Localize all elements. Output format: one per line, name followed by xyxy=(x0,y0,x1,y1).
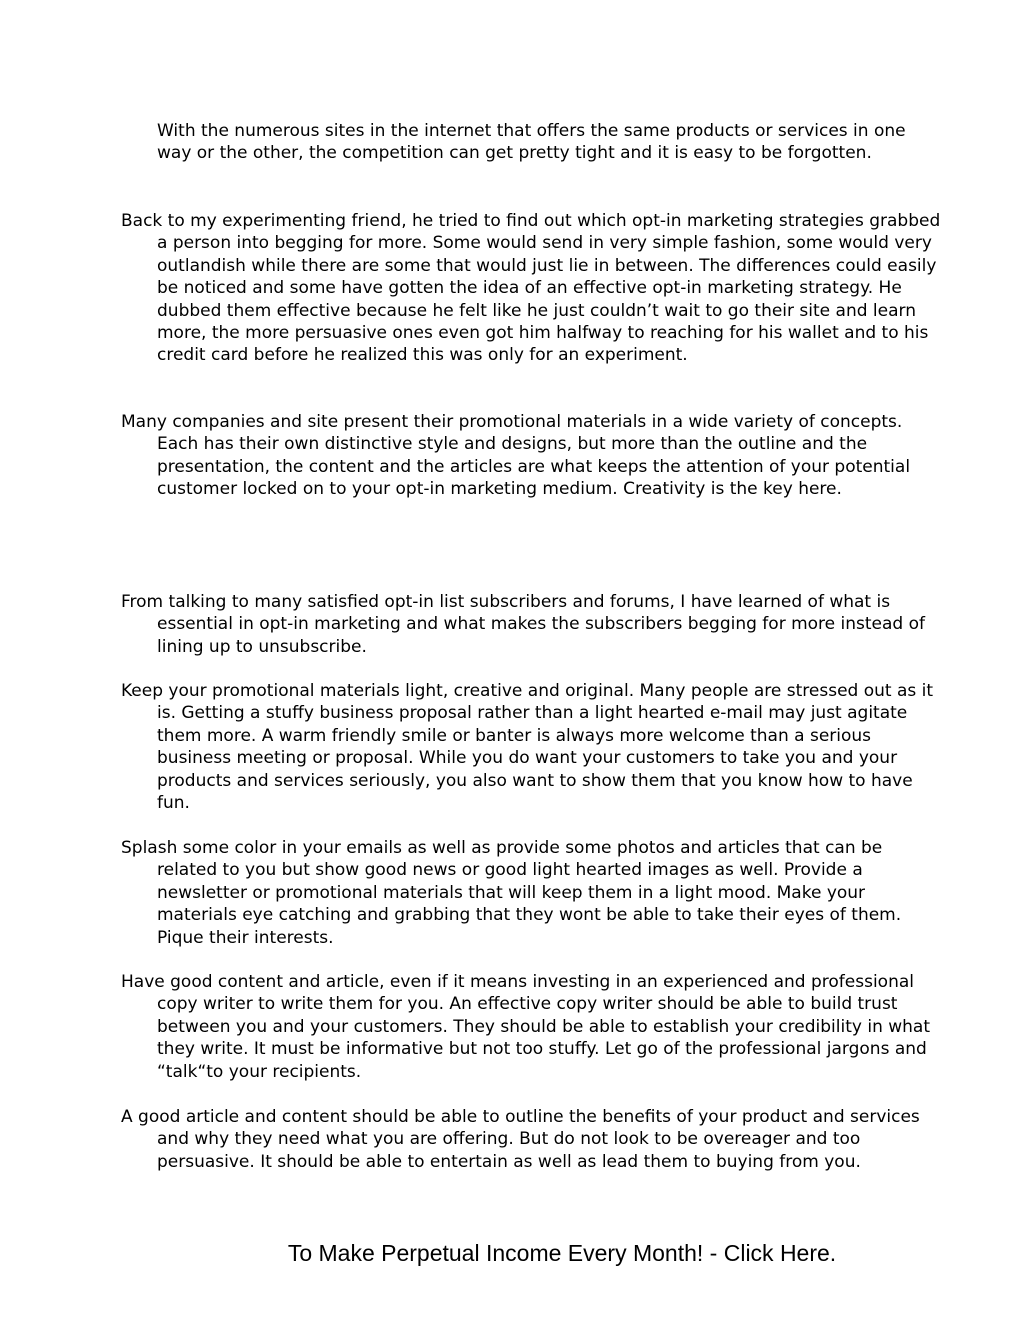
paragraph-2: Back to my experimenting friend, he tried to find out which opt-in marketing strategies grabbed a person into begging for more. Some would send in very simple fashion, some would very outlandish while there are some that would just lie in between. The differences could easily be noticed and some have gotten the idea of an effective opt-in marketing strategy. He dubbed them effective because he felt like he just couldn’t wait to go their site and learn more, the more persuasive ones even got him halfway to reaching for his wallet and to his credit card before he realized this was only for an experiment. xyxy=(121,211,941,366)
paragraph-4: From talking to many satisfied opt-in list subscribers and forums, I have learned of what is essential in opt-in marketing and what makes the subscribers begging for more instead of lining up to unsubscribe. xyxy=(121,592,926,657)
income-click-here-link[interactable]: To Make Perpetual Income Every Month! - Click Here. xyxy=(287,1240,837,1266)
paragraph-6: Splash some color in your emails as well as provide some photos and articles that can be related to you but show good news or good light hearted images as well. Provide a newsletter or promotional materials that will keep them in a light mood. Make your materials eye catching and grabbing that they wont be able to take their eyes of them. Pique their interests. xyxy=(121,838,902,948)
paragraph-1: With the numerous sites in the internet that offers the same products or services in one way or the other, the competition can get pretty tight and it is easy to be forgotten. xyxy=(157,121,906,164)
paragraph-8: A good article and content should be able to outline the benefits of your product and services and why they need what you are offering. But do not look to be overeager and too persuasive. It should be able to entertain as well as lead them to buying from you. xyxy=(121,1107,920,1172)
paragraph-3: Many companies and site present their promotional materials in a wide variety of concepts. Each has their own distinctive style and designs, but more than the outline and the presentation, the content and the articles are what keeps the attention of your potential customer locked on to your opt-in marketing medium. Creativity is the key here. xyxy=(121,412,911,500)
paragraph-7: Have good content and article, even if it means investing in an experienced and professional copy writer to write them for you. An effective copy writer should be able to build trust between you and your customers. They should be able to establish your credibility in what they write. It must be informative but not too stuffy. Let go of the professional jargons and “talk“to your recipients. xyxy=(121,972,931,1082)
paragraph-5: Keep your promotional materials light, creative and original. Many people are stressed out as it is. Getting a stuffy business proposal rather than a light hearted e-mail may just agitate them more. A warm friendly smile or banter is always more welcome than a serious business meeting or proposal. While you do want your customers to take you and your products and services seriously, you also want to show them that you know how to have fun. xyxy=(121,681,934,814)
